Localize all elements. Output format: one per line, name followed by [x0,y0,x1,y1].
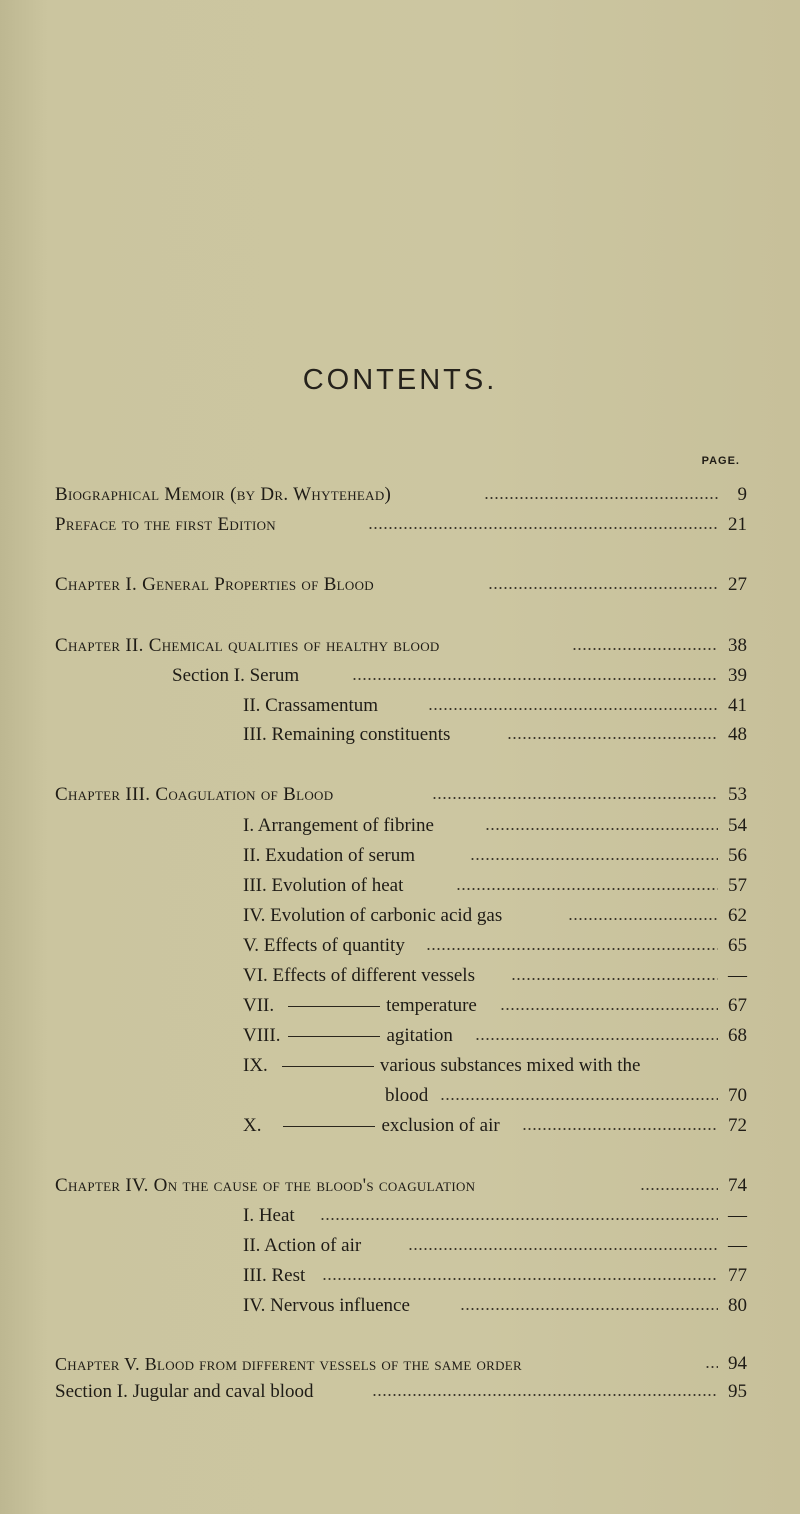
toc-entry [0,1202,800,1230]
toc-entry-page: 62 [728,905,747,926]
dot-leader [488,587,718,589]
dot-leader [320,1218,718,1220]
ditto-dash [282,1066,374,1067]
dot-leader [456,888,718,890]
toc-entry [0,1172,800,1200]
toc-entry-label: VI. Effects of different vessels [243,965,475,986]
dot-leader [485,828,718,830]
toc-entry-subject: exclusion of air [381,1115,500,1136]
toc-entry-page: 9 [737,484,747,505]
toc-entry-page: 74 [728,1175,747,1196]
toc-entry-numeral: IX. [243,1055,268,1076]
toc-entry [0,1262,800,1290]
toc-entry-numeral: VIII. [243,1025,281,1046]
dot-leader [705,1366,718,1368]
dot-leader [500,1008,718,1010]
toc-entry-label: Chapter III. Coagulation of Blood [55,784,334,805]
toc-entry-page: 54 [728,815,747,836]
dot-leader [484,497,718,499]
toc-entry-label [243,1022,453,1050]
dot-leader [522,1128,718,1130]
dot-leader [460,1308,718,1310]
toc-entry-label: II. Crassamentum [243,695,379,716]
toc-entry-page: 56 [728,845,747,866]
toc-entry-label: I. Arrangement of fibrine [243,815,434,836]
toc-entry-label: V. Effects of quantity [243,935,405,956]
toc-entry-page: 65 [728,935,747,956]
toc-entry [0,842,800,870]
toc-entry-page: 41 [728,695,747,716]
toc-entry-page: 67 [728,995,747,1016]
toc-entry-label: blood [385,1085,429,1106]
toc-entry-page: — [728,965,747,986]
toc-entry-label: Chapter II. Chemical qualities of healthy blood [55,635,440,656]
dot-leader [408,1248,718,1250]
toc-entry-label: II. Action of air [243,1235,362,1256]
toc-entry-page: 95 [728,1381,747,1402]
toc-entry [0,872,800,900]
dot-leader [352,678,718,680]
toc-entry-page: 48 [728,724,747,745]
toc-entry-page: 21 [728,514,747,535]
toc-entry [0,1022,800,1050]
toc-entry-label: Section I. Serum [172,665,300,686]
dot-leader [568,918,718,920]
dot-leader [572,648,718,650]
toc-entry-page: 72 [728,1115,747,1136]
ditto-dash [288,1006,380,1007]
page-title: CONTENTS. [302,364,498,396]
toc-entry-page: 77 [728,1265,747,1286]
dot-leader [368,527,718,529]
toc-entry-page: 39 [728,665,747,686]
toc-entry-numeral: VII. [243,995,275,1016]
toc-entry [0,481,800,509]
toc-entry-label: Chapter I. General Properties of Blood [55,574,374,595]
ditto-dash [288,1036,380,1037]
toc-entry [0,1112,800,1140]
toc-entry-label: III. Rest [243,1265,306,1286]
dot-leader [322,1278,718,1280]
toc-entry-label: IV. Evolution of carbonic acid gas [243,905,503,926]
toc-entry-page: 94 [728,1353,747,1374]
dot-leader [432,797,718,799]
dot-leader [507,737,718,739]
toc-entry [0,1052,800,1080]
toc-entry-subject: agitation [386,1025,453,1046]
ditto-dash [283,1126,375,1127]
toc-entry-label [243,1052,641,1080]
toc-entry-numeral: X. [243,1115,262,1136]
toc-entry [0,992,800,1020]
toc-entry [0,632,800,660]
toc-entry [0,721,800,749]
toc-entry-label [243,992,477,1020]
toc-entry-page: 70 [728,1085,747,1106]
toc-entry-label: Biographical Memoir (by Dr. Whytehead) [55,484,392,505]
toc-entry [0,932,800,960]
toc-entry [0,812,800,840]
toc-entry-page: 27 [728,574,747,595]
toc-entry [0,1292,800,1320]
dot-leader [372,1394,718,1396]
toc-entry-subject: temperature [386,995,477,1016]
toc-entry-label: IV. Nervous influence [243,1295,410,1316]
toc-entry-label: I. Heat [243,1205,295,1226]
dot-leader [475,1038,718,1040]
toc-entry-label: III. Evolution of heat [243,875,404,896]
toc-entry [0,511,800,539]
toc-entry-label: Section I. Jugular and caval blood [55,1381,314,1402]
toc-entry [0,781,800,809]
toc-entry [0,662,800,690]
dot-leader [428,708,718,710]
page-column-header: PAGE. [701,455,740,467]
toc-entry-label [243,1112,500,1140]
dot-leader [640,1188,718,1190]
toc-entry [0,571,800,599]
toc-entry-page: — [728,1235,747,1256]
toc-entry [0,902,800,930]
toc-entry [0,692,800,720]
toc-entry-label: Preface to the first Edition [55,514,276,535]
toc-entry-page: 68 [728,1025,747,1046]
dot-leader [440,1098,718,1100]
toc-entry-page: 80 [728,1295,747,1316]
toc-entry-label: Chapter IV. On the cause of the blood's coagulation [55,1175,476,1196]
toc-entry-page: 38 [728,635,747,656]
toc-entry-page: — [728,1205,747,1226]
toc-entry-label: III. Remaining constituents [243,724,451,745]
toc-entry-page: 57 [728,875,747,896]
toc-entry-label: Chapter V. Blood from different vessels of the same order [55,1354,523,1374]
dot-leader [511,978,718,980]
toc-entry [0,1232,800,1260]
toc-entry-label: II. Exudation of serum [243,845,416,866]
dot-leader [470,858,718,860]
toc-entry [0,1378,800,1406]
dot-leader [426,948,718,950]
toc-entry [0,1350,800,1378]
toc-entry-page: 53 [728,784,747,805]
toc-entry [0,962,800,990]
toc-entry-subject: various substances mixed with the [379,1055,641,1076]
toc-entry [0,1082,800,1110]
